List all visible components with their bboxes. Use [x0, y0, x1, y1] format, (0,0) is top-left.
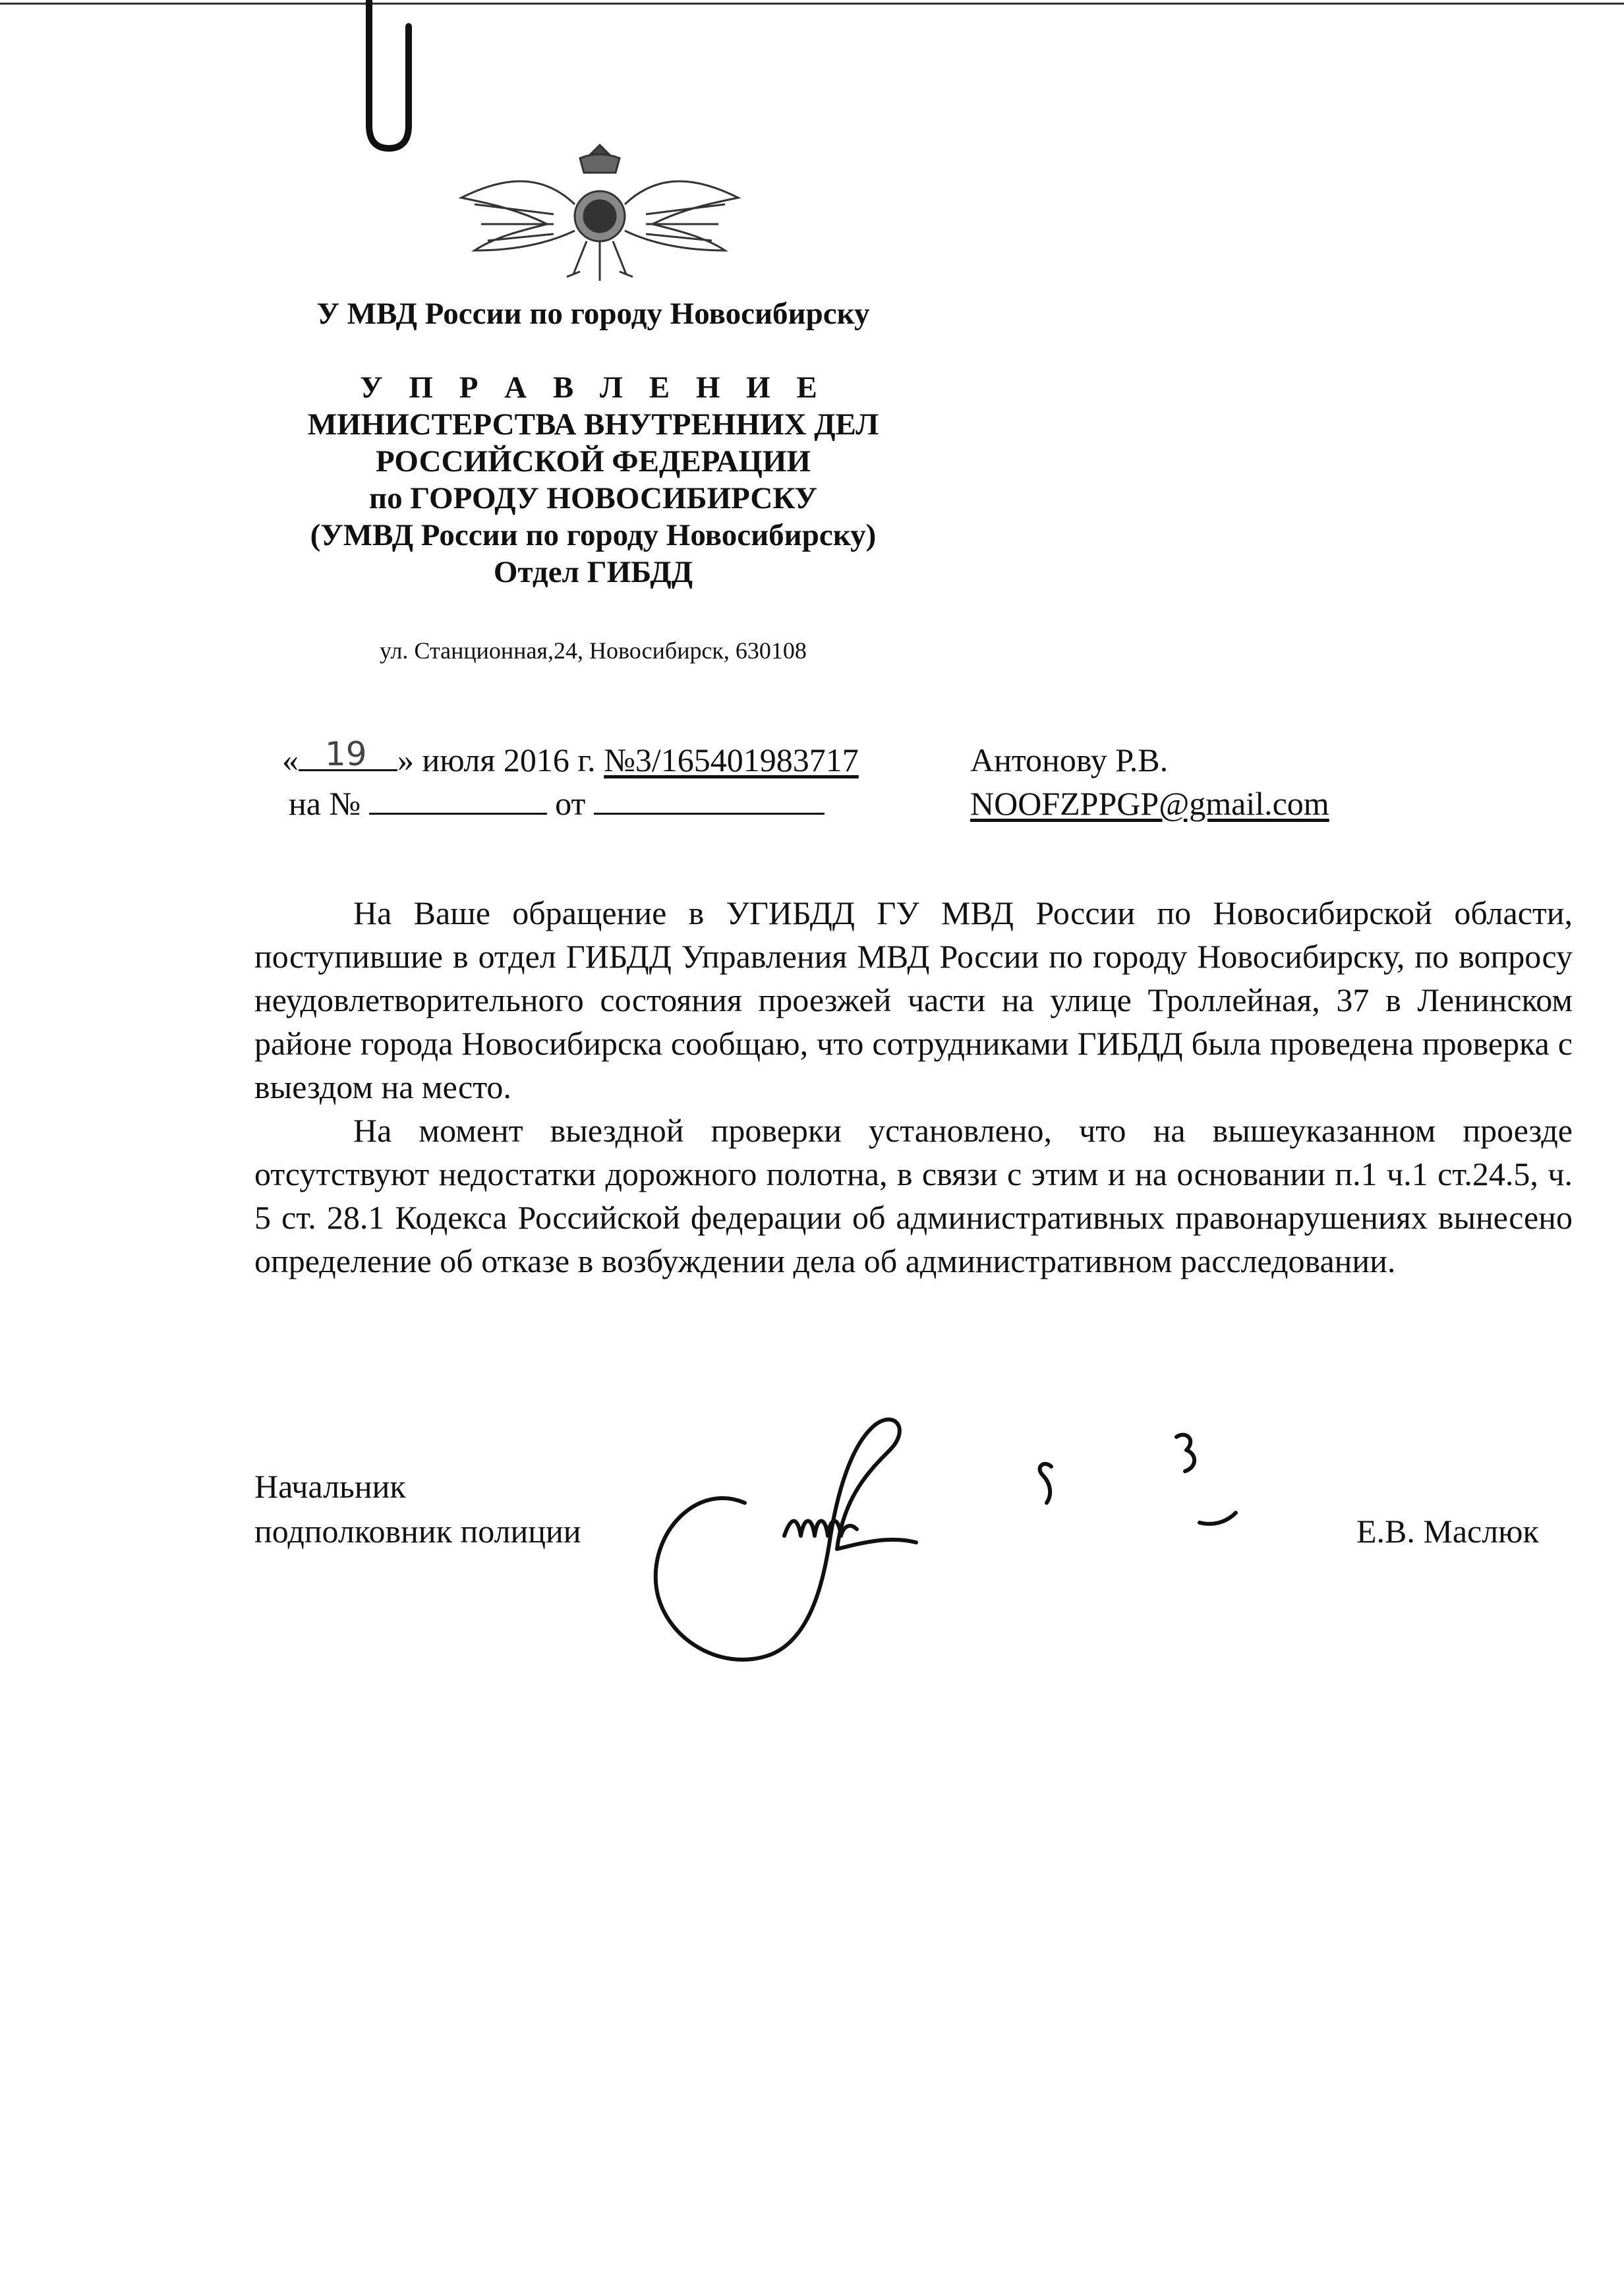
date-day-handwritten: 19: [325, 735, 367, 773]
signatory-name: Е.В. Маслюк: [1356, 1513, 1539, 1550]
outgoing-date-number: [282, 735, 859, 782]
department-address: ул. Станционная,24, Новосибирск, 630108: [380, 637, 807, 664]
letter-body: [254, 891, 1573, 1283]
reference-label: на №: [289, 785, 361, 822]
paper-clip-icon: [343, 0, 428, 158]
outgoing-number: [604, 742, 859, 778]
date-open-quote: «: [282, 742, 299, 778]
department-full-title: [264, 369, 923, 591]
date-day-field: [299, 735, 397, 773]
handwritten-signature: [639, 1404, 1259, 1687]
body-paragraph-1: На Ваше обращение в УГИБДД ГУ МВД России по Новосибирской области, поступившие в отдел ГИБДД Управления МВД России по городу Новосибирску, по вопросу неудовлетворительного состояния проезжей части на улице Троллейная, 37 в Ленинском районе города Новосибирска сообщаю, что сотрудниками ГИБДД была проведена проверка с выездом на место.: [254, 894, 1573, 1105]
signatory-rank: подполковник полиции: [254, 1513, 581, 1550]
number-label: №: [604, 742, 635, 778]
title-line-2: МИНИСТЕРСТВА ВНУТРЕННИХ ДЕЛ: [307, 407, 879, 442]
title-line-1: У П Р А В Л Е Н И Е: [360, 370, 826, 405]
reference-from-label: от: [555, 785, 586, 822]
department-short-title: У МВД России по городу Новосибирску: [316, 297, 870, 331]
number-value: 3/165401983717: [635, 742, 859, 778]
scan-edge-line: [0, 3, 1624, 5]
date-close-quote: »: [397, 742, 414, 778]
addressee-name: Антонову Р.В.: [970, 742, 1169, 778]
signatory-title: Начальник: [254, 1468, 406, 1505]
mvd-emblem-icon: [455, 132, 745, 297]
title-line-3: РОССИЙСКОЙ ФЕДЕРАЦИИ: [376, 444, 811, 479]
addressee-email: NOOFZPPGP@gmail.com: [970, 785, 1329, 822]
title-line-5: (УМВД России по городу Новосибирску): [310, 518, 877, 552]
reference-line: [289, 782, 825, 825]
body-paragraph-2: На момент выездной проверки установлено, что на вышеуказанном проезде отсутствуют недостатки дорожного полотна, в связи с этим и на основании п.1 ч.1 ст.24.5, ч. 5 ст. 28.1 Кодекса Российской федерации об административных правонарушениях вынесено определение об отказе в возбуждении дела об административном расследовании.: [254, 1112, 1573, 1279]
title-line-6: Отдел ГИБДД: [493, 555, 693, 589]
date-month-year: июля 2016 г.: [414, 742, 604, 778]
title-line-4: по ГОРОДУ НОВОСИБИРСКУ: [368, 481, 817, 515]
reference-date-field: [594, 784, 825, 815]
reference-number-field: [369, 784, 547, 815]
